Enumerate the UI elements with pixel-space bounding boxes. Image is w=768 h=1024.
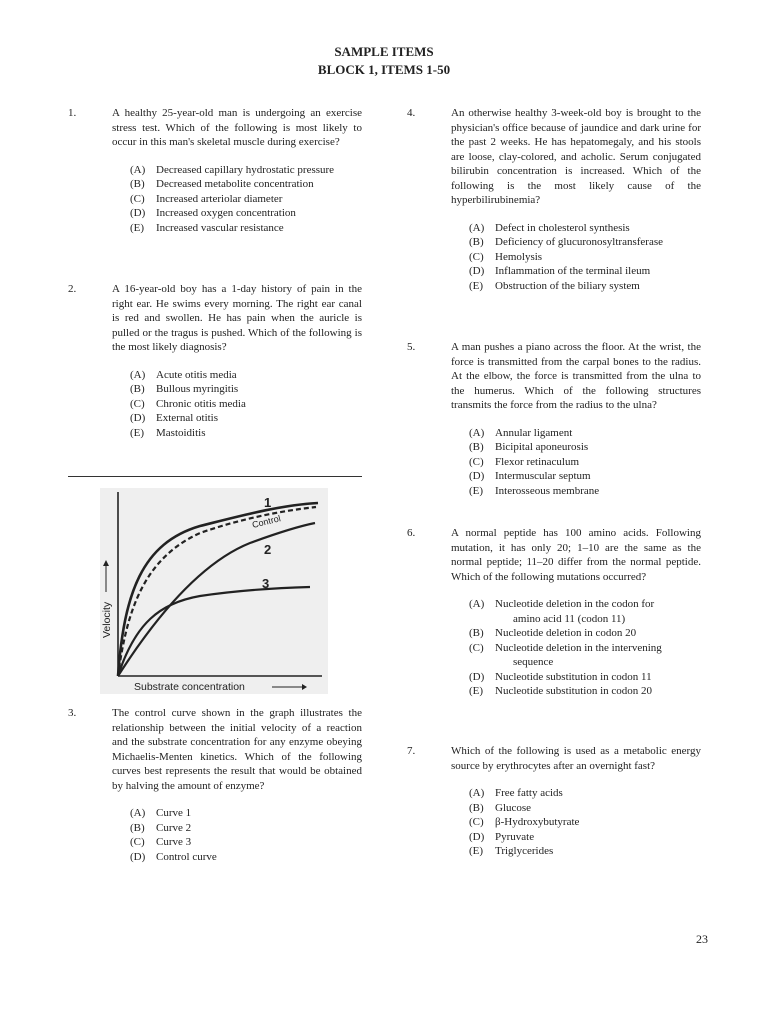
question-number: 2. (68, 283, 77, 295)
question-number: 5. (407, 341, 416, 353)
option-text: Bullous myringitis (156, 383, 239, 395)
x-axis-label: Substrate concentration (134, 681, 245, 693)
control-curve-label: Control (251, 513, 282, 530)
option-text: Nucleotide substitution in codon 20 (495, 685, 653, 697)
option-label: (E) (469, 484, 484, 497)
option (469, 670, 701, 685)
option (130, 221, 362, 236)
option-text: Nucleotide deletion in the intervening (495, 641, 662, 654)
option (469, 235, 701, 250)
option-text: Nucleotide deletion in the codon for (495, 598, 655, 610)
question-number: 7. (407, 745, 416, 757)
option (469, 469, 701, 484)
page-subtitle: BLOCK 1, ITEMS 1-50 (317, 62, 451, 77)
option-text-continued: amino acid 11 (codon 11) (513, 612, 626, 625)
option-label: (B) (130, 383, 145, 395)
option-label: (A) (469, 221, 485, 234)
option (469, 641, 701, 670)
options-list (130, 368, 362, 441)
option-label: (E) (130, 221, 145, 234)
option (469, 626, 701, 641)
question-stem: A 16-year-old boy has a 1-day history of pain in the right ear. He swims every morning. The right ear canal is red and swollen. He has pain when the auricle is pulled or the tragus is pushed. Which of the following is the most likely diagnosis? (112, 283, 362, 353)
question-number: 6. (407, 527, 416, 539)
option-text: Nucleotide deletion in codon 20 (495, 627, 637, 639)
option-label: (D) (130, 412, 146, 424)
option-label: (A) (130, 368, 146, 381)
enzyme-kinetics-graph (100, 488, 328, 694)
question-4 (407, 106, 701, 293)
option (130, 192, 362, 207)
option (130, 426, 362, 441)
option-text: Mastoiditis (156, 426, 206, 439)
option-label: (D) (469, 830, 485, 843)
option-label: (C) (130, 836, 145, 848)
option-text: Curve 3 (156, 836, 192, 848)
option-text: Annular ligament (495, 426, 573, 439)
option-text: Hemolysis (495, 250, 543, 263)
y-axis-label: Velocity (101, 601, 113, 638)
question-stem: Which of the following is used as a metabolic energy source by erythrocytes after an overnight fast? (451, 745, 701, 772)
options-list (469, 597, 701, 699)
option-label: (E) (469, 279, 484, 292)
option-text: Glucose (495, 801, 532, 814)
option-text: Curve 1 (156, 807, 192, 819)
option-label: (B) (469, 627, 484, 639)
option-text: Obstruction of the biliary system (495, 279, 640, 292)
option-label: (D) (469, 265, 485, 277)
option (469, 264, 701, 279)
option (130, 177, 362, 192)
option-text: Triglycerides (495, 845, 554, 857)
option-label: (D) (469, 670, 485, 683)
section-divider (68, 476, 362, 477)
option (469, 279, 701, 294)
options-list (469, 786, 701, 859)
option (469, 455, 701, 470)
option-label: (D) (469, 470, 485, 482)
question-number: 3. (68, 707, 77, 719)
option-text: Inflammation of the terminal ileum (495, 265, 651, 277)
question-3 (68, 706, 362, 864)
option-text: Chronic otitis media (156, 397, 246, 410)
curve-2-label: 2 (264, 542, 272, 557)
option-label: (A) (130, 807, 146, 819)
option-label: (C) (469, 455, 484, 468)
option-text: Increased vascular resistance (156, 221, 284, 234)
question-5 (407, 340, 701, 498)
option-label: (C) (130, 192, 145, 205)
option (130, 397, 362, 412)
option-text: Defect in cholesterol synthesis (495, 221, 630, 234)
option (469, 684, 701, 699)
option (469, 250, 701, 265)
option-text: β-Hydroxybutyrate (495, 816, 580, 828)
option (469, 815, 701, 830)
option-label: (B) (469, 801, 484, 814)
option (469, 597, 701, 626)
options-list (130, 163, 362, 236)
option-label: (E) (469, 685, 484, 697)
option-text: Intermuscular septum (495, 470, 591, 482)
question-6 (407, 526, 701, 699)
question-stem: An otherwise healthy 3-week-old boy is brought to the physician's office because of jaundice and dark urine for the past 2 weeks. He has hepatomegaly, and his stools are loose, clay-colored, and acholic. Serum conjugated bilirubin concentration is increased. Which of the following is the most likely cause of the hyperbilirubinemia? (451, 107, 701, 206)
question-number: 1. (68, 107, 77, 119)
option-label: (D) (130, 207, 146, 219)
question-2 (68, 282, 362, 440)
curve-3-label: 3 (262, 576, 270, 591)
option-text: Pyruvate (495, 830, 535, 843)
option-text: Flexor retinaculum (495, 455, 580, 468)
option-text: Decreased metabolite concentration (156, 178, 314, 190)
option (469, 221, 701, 236)
option-label: (C) (469, 641, 484, 654)
option-text: Increased oxygen concentration (156, 207, 296, 219)
option-text: Acute otitis media (156, 368, 237, 381)
option-label: (C) (130, 397, 145, 410)
option-text: Free fatty acids (495, 787, 563, 799)
option (469, 801, 701, 816)
option-text: Deficiency of glucuronosyltransferase (495, 236, 663, 248)
option (469, 484, 701, 499)
options-list (469, 221, 701, 294)
option-text: Nucleotide substitution in codon 11 (495, 670, 652, 683)
option (130, 368, 362, 383)
option-text: Bicipital aponeurosis (495, 441, 589, 453)
option-label: (E) (130, 426, 145, 439)
option (130, 806, 362, 821)
option (130, 411, 362, 426)
option-label: (A) (469, 598, 485, 610)
option-text: Decreased capillary hydrostatic pressure (156, 163, 335, 176)
curve-1-label: 1 (264, 495, 272, 510)
question-stem: The control curve shown in the graph illustrates the relationship between the initial velocity of a reaction and the substrate concentration for any enzyme obeying Michaelis-Menten kinetics. Which of the following curves best represents the result that would be obtained by halving the amount of enzyme? (112, 707, 362, 792)
option (469, 426, 701, 441)
options-list (469, 426, 701, 499)
option (469, 440, 701, 455)
question-stem: A healthy 25-year-old man is undergoing an exercise stress test. Which of the following is most likely to occur in this man's skeletal muscle during exercise? (112, 107, 362, 148)
option-label: (C) (469, 250, 484, 263)
option-label: (A) (469, 426, 485, 439)
option-label: (E) (469, 845, 484, 857)
option-label: (D) (130, 850, 146, 863)
option (469, 844, 701, 859)
option (469, 786, 701, 801)
page-title: SAMPLE ITEMS (334, 44, 434, 59)
question-1 (68, 106, 362, 235)
question-stem: A man pushes a piano across the floor. At the wrist, the force is transmitted from the carpal bones to the radius. At the elbow, the force is transmitted from the ulna to the humerus. Which of the following structures transmits the force from the radius to the ulna? (451, 341, 701, 411)
option-label: (B) (469, 236, 484, 248)
question-number: 4. (407, 107, 416, 119)
option (130, 206, 362, 221)
option (130, 850, 362, 865)
question-7 (407, 744, 701, 859)
option-text: Interosseous membrane (495, 484, 600, 497)
option-label: (C) (469, 816, 484, 828)
option (130, 835, 362, 850)
option-label: (A) (130, 163, 146, 176)
option (130, 163, 362, 178)
page-number: 23 (696, 932, 708, 946)
option-text: External otitis (156, 412, 219, 424)
option-text: Increased arteriolar diameter (156, 192, 283, 205)
option (469, 830, 701, 845)
option (130, 821, 362, 836)
option-text-continued: sequence (513, 656, 554, 668)
options-list (130, 806, 362, 864)
option-label: (B) (130, 821, 145, 834)
option-label: (A) (469, 787, 485, 799)
option-label: (B) (469, 441, 484, 453)
option-label: (B) (130, 178, 145, 190)
question-stem: A normal peptide has 100 amino acids. Following mutation, it has only 20; 1–10 are the same as the normal peptide; 11–20 differ from the normal peptide. Which of the following mutations occurred? (451, 527, 701, 583)
option-text: Curve 2 (156, 821, 192, 834)
option-text: Control curve (156, 850, 217, 863)
option (130, 382, 362, 397)
